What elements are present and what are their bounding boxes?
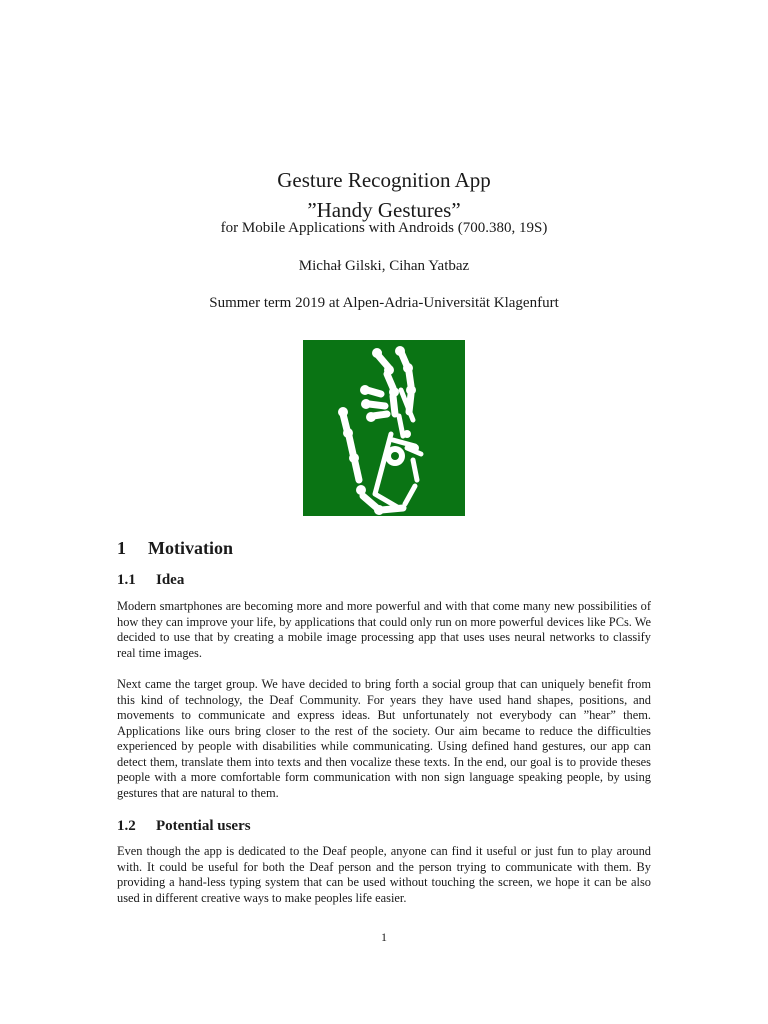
section-number: 1 [117,538,126,558]
section-heading-motivation [117,538,233,559]
paragraph-idea-2: Next came the target group. We have decided to bring forth a social group that can uniquely benefit from this kind of technology, the Deaf Community. For years they have used hand shapes, positions, and movements to communicate and express ideas. But unfortunately not everybody can ”hear” them. Applications like ours bring closer to the rest of the society. Our aim became to reduce the difficulties experienced by people with disabilities while communicating. Using defined hand gestures, our app can detect them, translate them into texts and then vocalize these texts. In the end, our goal is to provide theses people with a more comfortable form communication with non sign language speaking people, by using gestures that are natural to them. [117,677,651,800]
logo [303,340,465,516]
affiliation: Summer term 2019 at Alpen-Adria-Universität Klagenfurt [209,295,559,311]
subsection-number: 1.1 [117,572,136,588]
subsection-heading-potential-users [117,818,251,835]
page-number: 1 [381,930,387,944]
robot-hand-gesture-icon [303,340,465,516]
paragraph-idea-1: Modern smartphones are becoming more and more powerful and with that come many new possibilities of how they can improve your life, by applications that could only run on more powerful devices like PCs. We decided to use that by creating a mobile image processing app that uses uses neural networks to classify real time images. [117,599,651,660]
subsection-number: 1.2 [117,818,136,834]
subsection-heading-idea [117,572,184,589]
subsection-title: Potential users [156,818,251,834]
subsection-title: Idea [156,572,185,588]
title-line-1: Gesture Recognition App [277,168,491,192]
authors: Michał Gilski, Cihan Yatbaz [298,258,470,274]
paragraph-potential-users: Even though the app is dedicated to the Deaf people, anyone can find it useful or just fun to play around with. It could be useful for both the Deaf person and the person trying to communicate with them. By providing a hand-less typing system that can be used without touching the screen, we hope it can be also used in different creative ways to make peoples life easier. [117,844,651,905]
title-line-2: ”Handy Gestures” [307,198,461,222]
section-title: Motivation [148,538,233,558]
subtitle: for Mobile Applications with Androids (700.380, 19S) [220,220,548,236]
